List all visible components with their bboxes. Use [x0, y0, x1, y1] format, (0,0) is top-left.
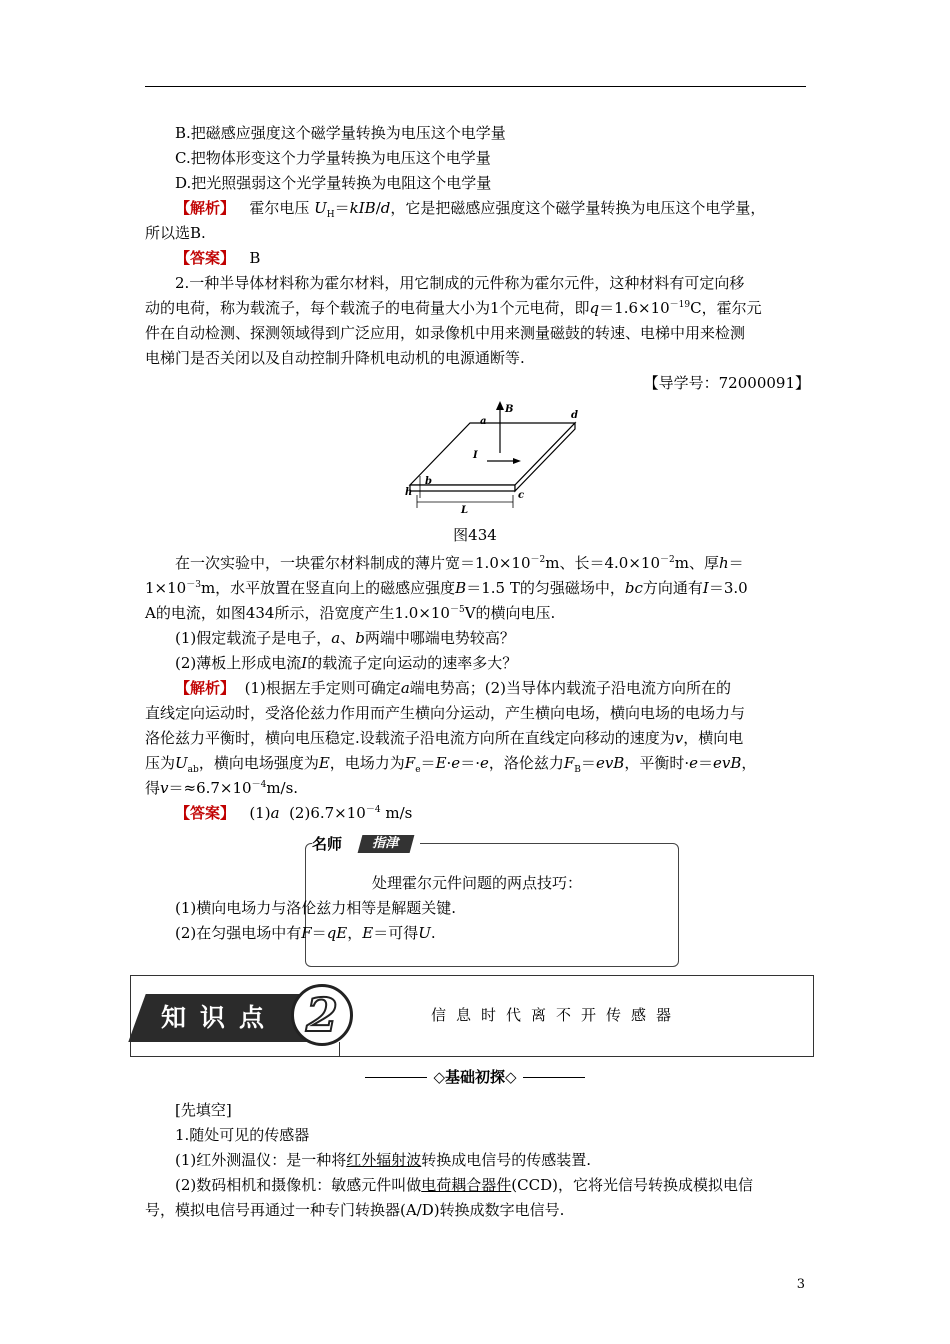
fill-head: [先填空]	[175, 1101, 232, 1119]
label-B: B	[505, 404, 514, 415]
q2-sub2: (2)薄板上形成电流I的载流子定向运动的速率多大？	[175, 654, 518, 672]
label-L: L	[461, 505, 469, 516]
label-h: h	[405, 487, 413, 498]
q2-line3: 件在自动检测、探测领域得到广泛应用，如录像机中用来测量磁鼓的转速、电梯中用来检测	[145, 324, 746, 342]
q2-analysis-line5: 得$v=\approx 6.7\times 10^{-4}m/s$.	[145, 779, 299, 797]
answer-tag: 【答案】	[175, 249, 236, 267]
label-b: b	[425, 476, 432, 487]
knowledge-point-banner	[130, 975, 814, 1057]
label-d: d	[571, 410, 578, 421]
knowledge-point-title: 信息时代离不开传感器	[431, 1006, 682, 1024]
q2-line4: 电梯门是否关闭以及自动控制升降机电动机的电源通断等.	[145, 349, 525, 367]
q2-line2: 动的电荷，称为载流子，每个载流子的电荷量大小为1个元电荷，即$q=1.6\times 10^{-19}C$，霍尔元	[145, 299, 762, 317]
q2-answer: 【答案】 (1)a $(2)6.7\times 10^{-4}$ m/s	[175, 804, 413, 822]
q2-p1: 在一次实验中，一块霍尔材料制成的薄片宽$=1.0\times 10^{-2}m$、长$=4.0\times 10^{-2}m$、厚h＝	[175, 554, 744, 572]
hall-plate-figure	[395, 398, 595, 523]
option-d: D.把光照强弱这个光学量转换为电阻这个电学量	[175, 174, 492, 192]
q2-analysis-line2: 直线定向运动时，受洛伦兹力作用而产生横向分运动，产生横向电场，横向电场的电场力与	[145, 704, 746, 722]
fill-line3: (2)数码相机和摄像机：敏感元件叫做电荷耦合器件(CCD)，它将光信号转换成模拟电信	[175, 1176, 753, 1194]
tip-title: 处理霍尔元件问题的两点技巧：	[372, 874, 583, 892]
q1-answer: 【答案】 B	[175, 249, 261, 267]
field-arrowhead	[496, 401, 504, 410]
q1-analysis-line1: 【解析】 霍尔电压 $U_H=kIB/d$，它是把磁感应强度这个磁学量转换为电压这个电学量，	[175, 199, 766, 220]
q2-analysis-line4: 压为$U_{ab}$，横向电场强度为E，电场力为$F_e=E\cdot e=\cdot e$，洛伦兹力$F_B=evB$，平衡时·e＝evB，	[145, 754, 757, 775]
q2-line1: 2.一种半导体材料称为霍尔材料，用它制成的元件称为霍尔元件，这种材料有可定向移	[175, 274, 745, 292]
knowledge-point-label: 知识点	[161, 1003, 279, 1032]
analysis-tag: 【解析】	[175, 199, 236, 217]
knowledge-point-number: 2	[291, 984, 353, 1046]
fill-line1: 1.随处可见的传感器	[175, 1126, 310, 1144]
section-title: ◇基础初探◇	[0, 1066, 950, 1087]
tip-item-1: (1)横向电场力与洛伦兹力相等是解题关键.	[175, 899, 457, 917]
q2-analysis-line3: 洛伦兹力平衡时，横向电压稳定.设载流子沿电流方向所在直线定向移动的速度为v，横向电	[145, 729, 744, 747]
page-number: 3	[796, 1277, 805, 1292]
guide-number: 【导学号：72000091】	[643, 374, 810, 392]
option-c: C.把物体形变这个力学量转换为电压这个电学量	[175, 149, 491, 167]
figure-caption: 图434	[453, 526, 497, 544]
label-I: I	[473, 450, 478, 461]
q2-p2: $1\times 10^{-3}m$，水平放置在竖直向上的磁感应强度B＝1.5 T的匀强磁场中，bc方向通有I＝3.0	[145, 579, 748, 597]
q2-analysis-line1: 【解析】 (1)根据左手定则可确定a端电势高；(2)当导体内载流子沿电流方向所在的	[175, 679, 732, 697]
label-a: a	[480, 416, 487, 427]
fill-line4: 号，模拟电信号再通过一种专门转换器(A/D)转换成数字电信号.	[145, 1201, 565, 1219]
tip-header: 名师 指津	[312, 833, 420, 855]
q2-sub1: (1)假定载流子是电子，a、b两端中哪端电势较高？	[175, 629, 515, 647]
tip-item-2: (2)在匀强电场中有F＝qE，E＝可得U.	[175, 924, 436, 942]
q2-p3: A的电流，如图434所示，沿宽度产生$1.0\times 10^{-5}V$的横向电压.	[145, 604, 556, 622]
header-rule	[145, 86, 806, 87]
fill-line2: (1)红外测温仪：是一种将红外辐射波转换成电信号的传感装置.	[175, 1151, 592, 1169]
q1-analysis-line2: 所以选B.	[145, 224, 206, 242]
option-b: B.把磁感应强度这个磁学量转换为电压这个电学量	[175, 124, 506, 142]
label-c: c	[518, 490, 525, 501]
